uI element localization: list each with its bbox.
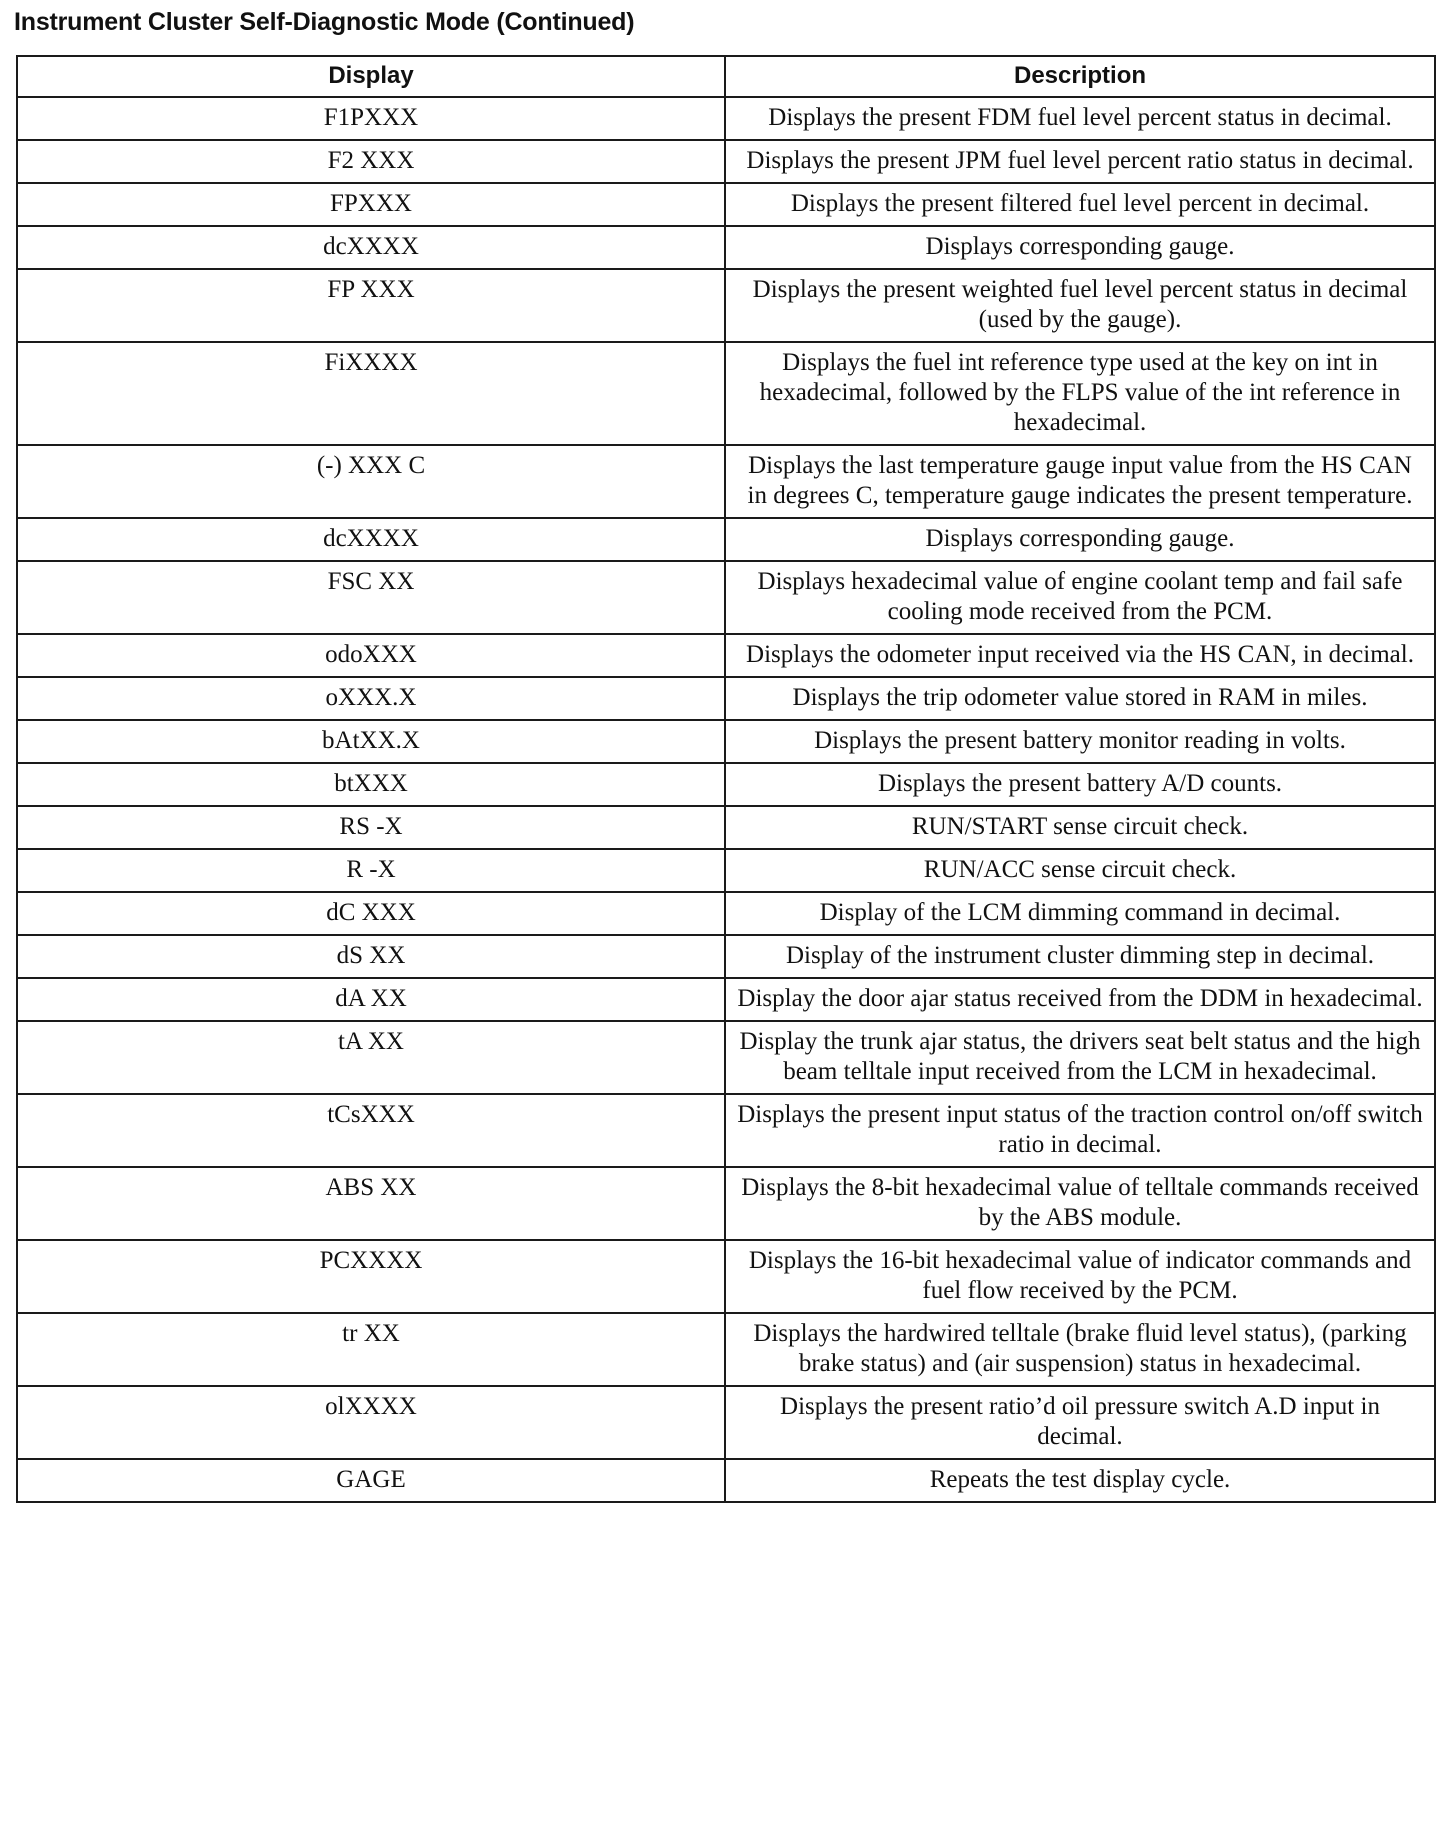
display-cell: tA XX — [17, 1021, 725, 1094]
display-cell: PCXXXX — [17, 1240, 725, 1313]
description-cell: Displays corresponding gauge. — [725, 226, 1435, 269]
description-cell: Displays the odometer input received via the HS CAN, in decimal. — [725, 634, 1435, 677]
table-row — [17, 1240, 1435, 1313]
display-cell: (-) XXX C — [17, 445, 725, 518]
table-row — [17, 677, 1435, 720]
description-cell: Display of the instrument cluster dimming step in decimal. — [725, 935, 1435, 978]
display-cell: GAGE — [17, 1459, 725, 1502]
description-cell: Display the trunk ajar status, the drivers seat belt status and the high beam telltale input received from the LCM in hexadecimal. — [725, 1021, 1435, 1094]
description-cell: Displays the fuel int reference type used at the key on int in hexadecimal, followed by the FLPS value of the int reference in hexadecimal. — [725, 342, 1435, 445]
display-cell: dA XX — [17, 978, 725, 1021]
table-row — [17, 1167, 1435, 1240]
table-row — [17, 763, 1435, 806]
table-row — [17, 140, 1435, 183]
description-cell: Displays the present battery A/D counts. — [725, 763, 1435, 806]
display-cell: oXXX.X — [17, 677, 725, 720]
description-cell: Displays corresponding gauge. — [725, 518, 1435, 561]
display-cell: dcXXXX — [17, 226, 725, 269]
page-title: Instrument Cluster Self-Diagnostic Mode (Continued) — [14, 8, 635, 36]
display-cell: dC XXX — [17, 892, 725, 935]
table-header-row — [17, 56, 1435, 97]
table-row — [17, 1313, 1435, 1386]
description-cell: Displays the present battery monitor reading in volts. — [725, 720, 1435, 763]
description-cell: Displays the present ratio’d oil pressure switch A.D input in decimal. — [725, 1386, 1435, 1459]
display-cell: FP XXX — [17, 269, 725, 342]
display-cell: FPXXX — [17, 183, 725, 226]
column-header-display: Display — [17, 56, 725, 97]
description-cell: Displays the 8-bit hexadecimal value of telltale commands received by the ABS module. — [725, 1167, 1435, 1240]
table-row — [17, 849, 1435, 892]
display-cell: tCsXXX — [17, 1094, 725, 1167]
display-cell: RS -X — [17, 806, 725, 849]
description-cell: Displays the present FDM fuel level percent status in decimal. — [725, 97, 1435, 140]
diagnostic-table — [16, 55, 1436, 1503]
table-row — [17, 978, 1435, 1021]
display-cell: F1PXXX — [17, 97, 725, 140]
description-cell: Repeats the test display cycle. — [725, 1459, 1435, 1502]
table-row — [17, 518, 1435, 561]
description-cell: Display of the LCM dimming command in decimal. — [725, 892, 1435, 935]
display-cell: R -X — [17, 849, 725, 892]
table-row — [17, 806, 1435, 849]
description-cell: Displays the last temperature gauge input value from the HS CAN in degrees C, temperature gauge indicates the present temperature. — [725, 445, 1435, 518]
description-cell: Displays the present JPM fuel level percent ratio status in decimal. — [725, 140, 1435, 183]
description-cell: Displays the present input status of the traction control on/off switch ratio in decimal. — [725, 1094, 1435, 1167]
table-row — [17, 1094, 1435, 1167]
table-row — [17, 1386, 1435, 1459]
description-cell: Displays the present filtered fuel level percent in decimal. — [725, 183, 1435, 226]
table-row — [17, 269, 1435, 342]
display-cell: dcXXXX — [17, 518, 725, 561]
description-cell: Displays the 16-bit hexadecimal value of indicator commands and fuel flow received by the PCM. — [725, 1240, 1435, 1313]
description-cell: Displays the trip odometer value stored in RAM in miles. — [725, 677, 1435, 720]
table-row — [17, 1459, 1435, 1502]
table-row — [17, 892, 1435, 935]
table-row — [17, 342, 1435, 445]
table-row — [17, 935, 1435, 978]
table-row — [17, 445, 1435, 518]
description-cell: Displays the hardwired telltale (brake fluid level status), (parking brake status) and (air suspension) status in hexadecimal. — [725, 1313, 1435, 1386]
table-row — [17, 634, 1435, 677]
display-cell: btXXX — [17, 763, 725, 806]
display-cell: olXXXX — [17, 1386, 725, 1459]
display-cell: ABS XX — [17, 1167, 725, 1240]
table-row — [17, 226, 1435, 269]
display-cell: dS XX — [17, 935, 725, 978]
display-cell: odoXXX — [17, 634, 725, 677]
table-row — [17, 720, 1435, 763]
description-cell: Displays hexadecimal value of engine coolant temp and fail safe cooling mode received from the PCM. — [725, 561, 1435, 634]
description-cell: RUN/START sense circuit check. — [725, 806, 1435, 849]
description-cell: Display the door ajar status received from the DDM in hexadecimal. — [725, 978, 1435, 1021]
table-row — [17, 561, 1435, 634]
description-cell: RUN/ACC sense circuit check. — [725, 849, 1435, 892]
display-cell: tr XX — [17, 1313, 725, 1386]
display-cell: FiXXXX — [17, 342, 725, 445]
table-row — [17, 183, 1435, 226]
display-cell: bAtXX.X — [17, 720, 725, 763]
column-header-description: Description — [725, 56, 1435, 97]
table-row — [17, 97, 1435, 140]
table-row — [17, 1021, 1435, 1094]
display-cell: F2 XXX — [17, 140, 725, 183]
description-cell: Displays the present weighted fuel level percent status in decimal (used by the gauge). — [725, 269, 1435, 342]
display-cell: FSC XX — [17, 561, 725, 634]
